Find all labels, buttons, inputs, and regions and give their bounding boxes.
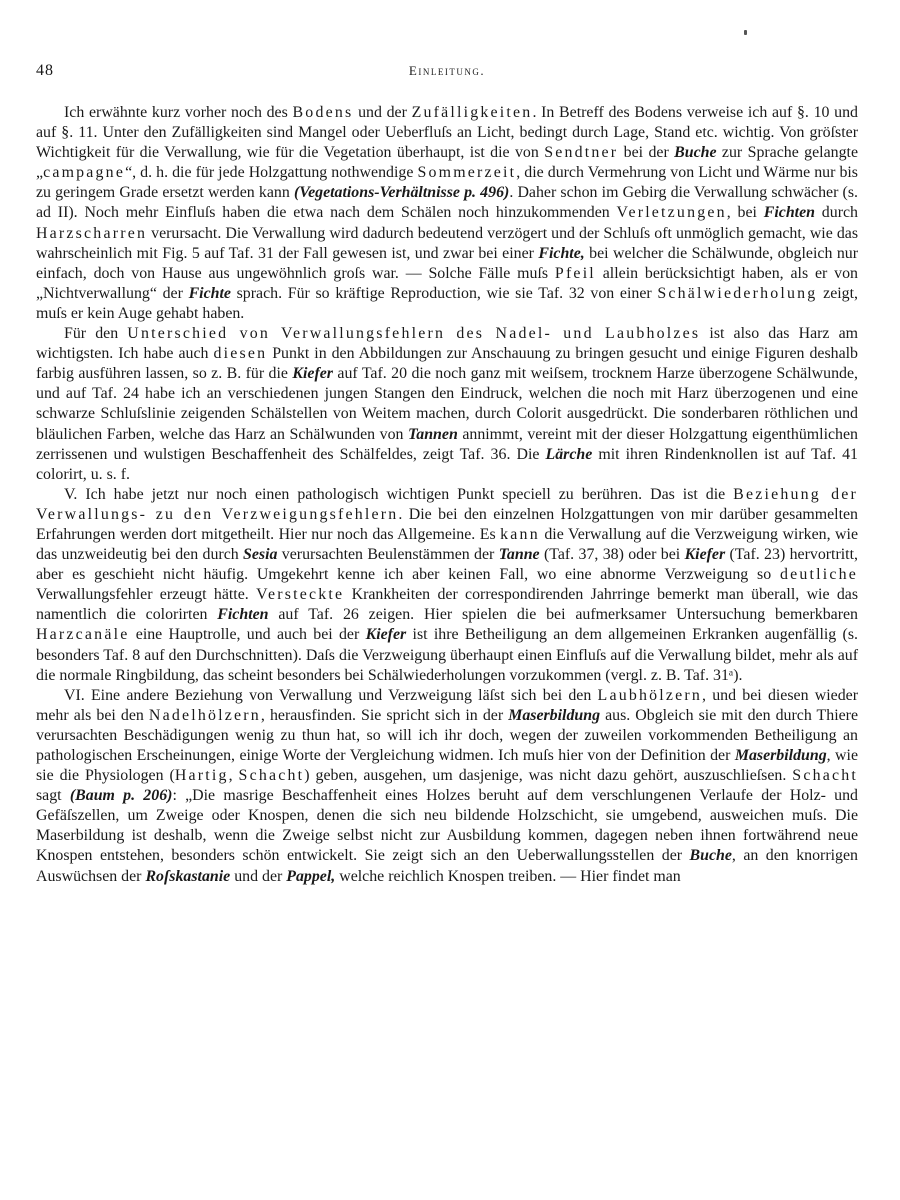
text-run: , und bei diesen wieder mehr als bei den — [36, 686, 858, 724]
text-run: zur Sprache gelangte „ — [36, 144, 858, 182]
italic-term: Sesia — [243, 546, 278, 564]
text-run: , an den knorrigen Auswüchsen der — [36, 847, 858, 885]
paragraph — [36, 485, 858, 686]
text-run: , bei — [726, 204, 764, 222]
text-run: zeigt, muſs er kein Auge gehabt haben. — [36, 284, 858, 322]
italic-term: Fichte — [188, 284, 231, 302]
running-title: Einleitung. — [408, 63, 486, 78]
text-run: auf Taf. 26 zeigen. Hier spielen die bei aufmerksamer Untersuchung bemerkbaren — [268, 606, 858, 624]
italic-term: Buche — [689, 847, 732, 865]
text-run: die Verwallung auf die Verzweigung wirken, wie das unzweideutig bei den durch — [36, 525, 858, 564]
paragraph — [36, 686, 858, 887]
text-run: auf Taf. 20 die noch ganz mit weiſsem, trocknem Harze überzogene Schälwunde, und auf Taf. 24 habe ich an verschiedenen jungen Stangen den Eindruck, welchen die noch mit Harz überzogenen und eine schwarze Schluſslinie zeigenden Schälstellen von Weitem machen, durch Colorit ausgedrückt. Die sonderbaren röthlichen und bläulichen Farben, welche das Harz an Schälwunden von — [36, 365, 858, 443]
text-run: mit ihren Rindenknollen ist auf Taf. 41 colorirt, u. s. f. — [36, 445, 858, 483]
italic-term: Lärche — [545, 445, 593, 463]
text-run: verursacht. Die Verwallung wird dadurch bedeutend verzögert und der Schluſs oft unmöglich gemacht, wie das wahrscheinlich mit Fig. 5 auf Taf. 31 der Fall gewesen ist, und zwar bei einer — [36, 224, 858, 262]
text-run: , herausfinden. Sie spricht sich in der — [260, 706, 509, 724]
text-run: VI. Eine andere Beziehung von Verwallung und Verzweigung läſst sich bei den — [64, 686, 598, 704]
italic-term: Fichten — [217, 606, 269, 624]
text-run: sprach. Für so kräftige Reproduction, wie sie Taf. 32 von einer — [230, 284, 658, 302]
body-text — [36, 103, 858, 887]
text-run: , — [228, 767, 239, 785]
spaced-emphasis: kann — [500, 525, 540, 543]
text-run: . In Betreff des Bodens verweise ich auf §. 10 und auf §. 11. Unter den Zufälligkeiten sind Mangel oder Ueberfluſs an Licht, bedingt durch Lage, Stand etc. wichtig. Von gröſster Wichtigkeit für die Verwallung, wie für die Vegetation überhaupt, ist die von — [36, 104, 859, 162]
text-run: . Die bei den einzelnen Holzgattungen von mir darüber gesammelten Erfahrungen werden dort mitgetheilt. Hier nur noch das Allgemeine. Es — [36, 505, 858, 543]
spaced-emphasis: Beziehung der Verwallungs- zu den Verzweigungsfehlern — [36, 485, 858, 523]
page-header — [36, 62, 858, 84]
text-run: sagt — [36, 787, 70, 805]
italic-term: Kiefer — [684, 546, 726, 564]
italic-term: (Vegetations-Verhältnisse p. 496) — [293, 184, 510, 202]
text-run: , wie sie die Physiologen ( — [36, 747, 859, 785]
spaced-emphasis: Sommerzeit — [417, 164, 517, 182]
text-run: Für den — [64, 325, 128, 343]
italic-term: Kiefer — [292, 365, 333, 383]
spaced-emphasis: Pfeil — [554, 264, 596, 282]
text-run: durch — [815, 204, 858, 222]
spaced-emphasis: Hartig — [174, 767, 229, 785]
text-run: Krankheiten der correspondirenden Jahrringe bemerkt man überall, wie das namentlich die colorirten — [36, 586, 859, 624]
italic-term: Fichten — [763, 204, 815, 222]
text-run: welche reichlich Knospen treiben. — Hier findet man — [335, 867, 681, 885]
text-run: aus. Obgleich sie mit den durch Thiere verursachten Beschädigungen wenig zu thun hat, so will ich ihr doch, wegen der zuweilen vorkommenden Betheiligung an pathologischen Erscheinungen, einige Worte der Vergleichung widmen. Ich muſs hier von der Definition der — [36, 706, 859, 764]
spaced-emphasis: Harzscharren — [36, 224, 148, 242]
spaced-emphasis: Verletzungen — [616, 204, 727, 222]
text-run: ist also das Harz am wichtigsten. Ich habe auch — [36, 325, 859, 363]
spaced-emphasis: Zufälligkeiten — [411, 104, 533, 121]
spaced-emphasis: deutliche — [779, 566, 858, 584]
italic-term: Tanne — [498, 546, 540, 564]
text-run: allein berücksichtigt haben, als er von „Nichtverwallung“ der — [36, 264, 858, 302]
text-run: (Taf. 37, 38) oder bei — [539, 546, 685, 564]
spaced-emphasis: Unterschied von Verwallungsfehlern des Nadel- und Laubholzes — [127, 325, 701, 343]
spaced-emphasis: Sendtner — [544, 144, 619, 162]
paragraph — [36, 103, 858, 324]
text-run: Verwallungsfehler erzeugt hätte. — [36, 586, 257, 604]
spaced-emphasis: Bodens — [292, 104, 354, 121]
paragraph — [36, 324, 858, 485]
text-run: und der — [230, 867, 287, 885]
italic-term: (Baum p. 206) — [69, 787, 173, 805]
text-run: (Taf. 23) hervortritt, aber es geschieht nicht häufig. Umgekehrt kenne ich aber keinen Fall, wo eine abnorme Verzweigung so — [36, 546, 858, 584]
spaced-emphasis: campagne — [43, 164, 126, 182]
page-number: 48 — [36, 62, 54, 79]
text-run: Ich erwähnte kurz vorher noch des — [64, 104, 293, 121]
spaced-emphasis: Nadelhölzern — [148, 706, 261, 724]
text-run: , die durch Vermehrung von Licht und Wärme nur bis zu geringem Grade ersetzt werden kann — [36, 164, 858, 202]
ink-speck — [744, 30, 747, 35]
italic-term: Pappel, — [286, 867, 336, 885]
italic-term: Kiefer — [365, 626, 407, 644]
spaced-emphasis: Versteckte — [256, 586, 345, 604]
text-run: annimmt, vereint mit der dieser Holzgattung eigenthümlichen zerrissenen und wulstigen Beschaffenheit des Schälfeldes, zeigt Taf. 36. Die — [36, 425, 858, 463]
text-run: : „Die masrige Beschaffenheit eines Holzes beruht auf dem verschlungenen Verlaufe der Holz- und Gefäſszellen, um Zweige oder Knospen, denen die sich neu bildende Holzschicht, sie umgebend, ausweichen muſs. Die Maserbildung ist deshalb, wenn die Zweige selbst nicht zur Ausbildung kommen, dagegen neben ihnen fortwährend neue Knospen entstehen, besonders schön entwickelt. Sie zeigt sich an den Ueberwallungsstellen der — [36, 787, 859, 865]
spaced-emphasis: Laubhölzern — [597, 686, 703, 704]
italic-term: Roſskastanie — [145, 867, 231, 885]
spaced-emphasis: Harzcanäle — [36, 626, 130, 644]
text-run: ) geben, ausgehen, um dasjenige, was nicht dazu gehört, auszuschlieſsen. — [304, 767, 793, 785]
spaced-emphasis: Schacht — [792, 767, 858, 785]
spaced-emphasis: Schälwiederholung — [657, 284, 818, 302]
text-run: verursachten Beulenstämmen der — [277, 546, 499, 564]
text-run: . Daher schon im Gebirg die Verwallung schwächer (s. ad II). Noch mehr Einfluſs haben die etwa nach dem Schälen noch hinzukommenden — [36, 184, 858, 222]
italic-term: Fichte, — [538, 244, 585, 262]
text-run: V. Ich habe jetzt nur noch einen pathologisch wichtigen Punkt speciell zu berühren. Das ist die — [64, 485, 734, 503]
spaced-emphasis: Schacht — [238, 767, 305, 785]
text-run: “, d. h. die für jede Holzgattung nothwendige — [125, 164, 418, 182]
text-run: bei der — [618, 144, 675, 162]
text-run: und der — [353, 104, 412, 121]
text-run: ist ihre Betheiligung an dem allgemeinen Erkranken augenfällig (s. besonders Taf. 8 auf den Durchschnitten). Daſs die Verzweigung überhaupt einen Einfluſs auf die Verwallung bildet, mehr als auf die normale Ringbildung, das scheint besonders bei Schälwiederholungen vorzukommen (vergl. z. B. Taf. 31ᵃ). — [36, 626, 858, 684]
text-run: Punkt in den Abbildungen zur Anschauung zu bringen gesucht und einige Figuren deshalb farbig ausführen lassen, so z. B. für die — [36, 345, 858, 383]
italic-term: Buche — [674, 144, 717, 162]
italic-term: Maserbildung — [734, 747, 827, 764]
spaced-emphasis: diesen — [213, 345, 268, 363]
text-run: bei welcher die Schälwunde, obgleich nur einfach, doch von Hause aus ungewöhnlich groſs war. — Solche Fälle muſs — [36, 244, 858, 282]
text-run: eine Hauptrolle, und auch bei der — [129, 626, 366, 644]
italic-term: Tannen — [408, 425, 458, 443]
italic-term: Maserbildung — [508, 706, 601, 724]
